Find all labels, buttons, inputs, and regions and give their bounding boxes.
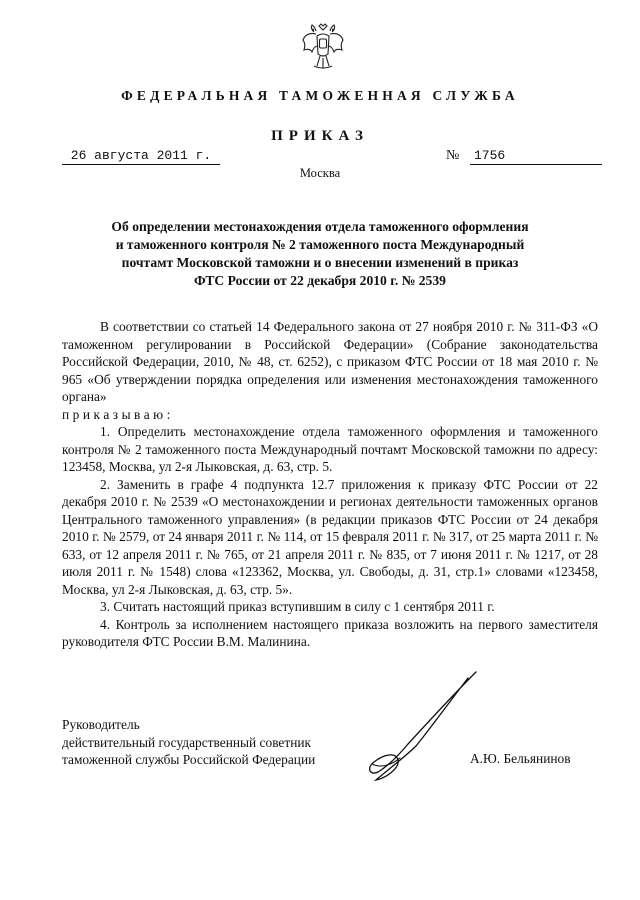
russian-double-headed-eagle-icon [300, 22, 346, 72]
signer-title-line: таможенной службы Российской Федерации [62, 752, 316, 767]
signer-name: А.Ю. Бельянинов [470, 751, 571, 766]
order-subject [100, 218, 540, 290]
preamble-text: В соответствии со статьей 14 Федерального закона от 27 ноября 2010 г. № 311-ФЗ «О таможенном регулировании в Российской Федерации» (Собрание законодательства Российской Федерации, 2010, № 48, ст. 6252), с приказом ФТС России от 18 мая 2010 г. № 965 «Об утверждении порядка определения или изменения местонахождения таможенного органа» [62, 319, 598, 404]
subject-line: и таможенного контроля № 2 таможенного поста Международный [115, 237, 525, 252]
preamble-paragraph [62, 318, 598, 406]
agency-name: ФЕДЕРАЛЬНАЯ ТАМОЖЕННАЯ СЛУЖБА [121, 88, 519, 103]
directive-word: приказываю: [62, 406, 174, 422]
order-item: 3. Считать настоящий приказ вступившим в силу с 1 сентября 2011 г. [100, 599, 495, 614]
subject-line: Об определении местонахождения отдела таможенного оформления [111, 219, 529, 234]
order-body [62, 318, 598, 651]
signer-title-line: действительный государственный советник [62, 734, 312, 750]
order-number: 1756 [470, 148, 602, 165]
handwritten-signature [350, 668, 490, 786]
subject-line: почтамт Московской таможни и о внесении изменений в приказ [121, 255, 519, 270]
order-item: 2. Заменить в графе 4 подпункта 12.7 приложения к приказу ФТС России от 22 декабря 2010 г. № 2539 «О местонахождении и регионах деятельности таможенных органов Центрального таможенного управления» (в редакции приказов ФТС России от 24 декабря 2010 г. № 2579, от 24 января 2011 г. № 114, от 15 февраля 2011 г. № 317, от 25 марта 2011 г. № 633, от 12 апреля 2011 г. № 765, от 21 апреля 2011 г. № 835, от 7 июня 2011 г. № 1217, от 28 июля 2011 г. № 1548) слова «123362, Москва, ул. Свободы, д. 31, стр.1» словами «123458, Москва, ул 2-я Лыковская, д. 63, стр. 5». [62, 476, 598, 597]
signature-block-title [62, 716, 315, 769]
order-city: Москва [299, 166, 341, 180]
order-item: 1. Определить местонахождение отдела таможенного оформления и таможенного контроля № 2 таможенного поста Международный почтамт Московской таможни по адресу: 123458, Москва, ул 2-я Лыковская, д. 63, стр. 5. [62, 424, 598, 474]
order-date: 26 августа 2011 г. [62, 148, 220, 165]
signer-title-line: Руководитель [62, 717, 140, 732]
order-number-label: № [446, 148, 460, 163]
order-title: ПРИКАЗ [271, 128, 369, 144]
subject-line: ФТС России от 22 декабря 2010 г. № 2539 [194, 273, 446, 288]
order-item: 4. Контроль за исполнением настоящего приказа возложить на первого заместителя руководителя ФТС России В.М. Малинина. [62, 616, 598, 649]
